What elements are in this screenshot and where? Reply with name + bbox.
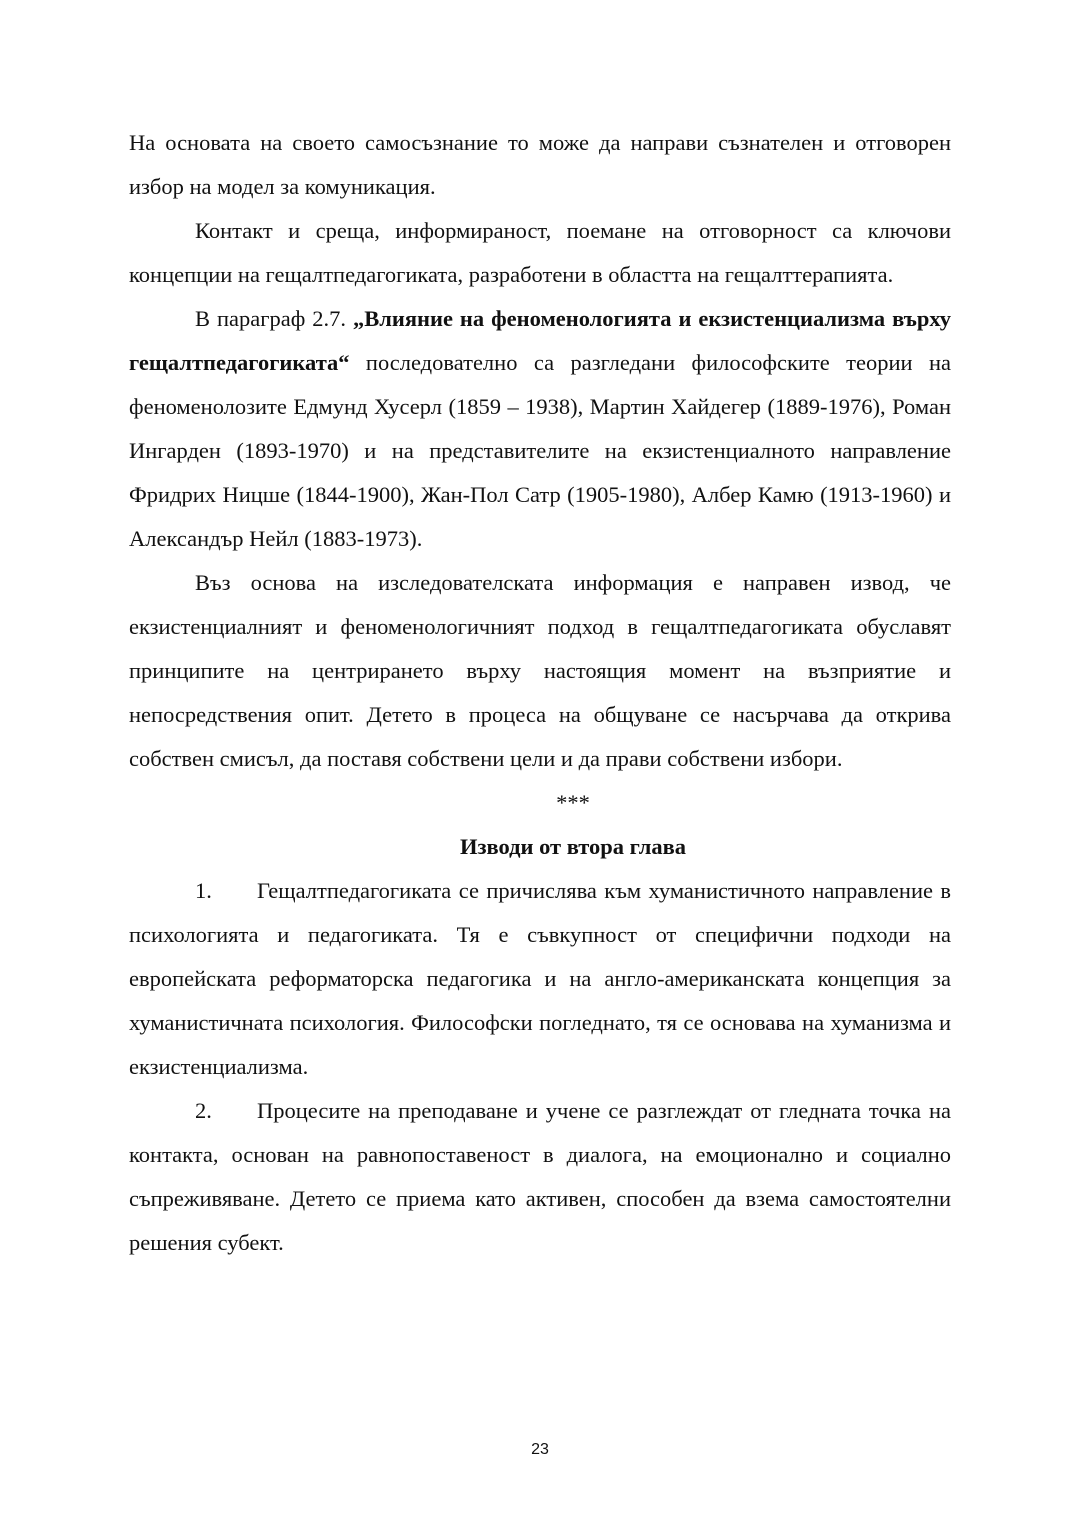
page-body <box>129 121 951 1265</box>
section-heading: Изводи от втора глава <box>459 834 687 859</box>
conclusion-text: Гещалтпедагогиката се причислява към хуманистичното направление в психологията и педагогиката. Тя е съвкупност от специфични подходи на европейската реформаторска педагогика и на англо-американската концепция за хуманистичната психология. Философски погледнато, тя се основава на хуманизма и екзистенциализма. <box>129 878 951 1079</box>
paragraph-key-concepts: Контакт и среща, информираност, поемане на отговорност са ключови концепции на гещалтпедагогиката, разработени в областта на гещалттерапията. <box>129 218 951 287</box>
conclusion-number: 1. <box>195 878 212 903</box>
paragraph-research-conclusion: Въз основа на изследователската информация е направен извод, че екзистенциалният и феноменологичният подход в гещалтпедагогиката обуславят принципите на центрирането върху настоящия момент на възприятие и непосредствения опит. Детето в процеса на общуване се насърчава да открива собствен смисъл, да поставя собствени цели и да прави собствени избори. <box>129 570 951 771</box>
conclusion-text: Процесите на преподаване и учене се разглеждат от гледната точка на контакта, основан на равнопоставеност в диалога, на емоционално и социално съпреживяване. Детето се приема като активен, способен да взема самостоятелни решения субект. <box>129 1098 951 1255</box>
paragraph-section-2-7-intro: В параграф 2.7. <box>195 306 353 331</box>
section-2-7-title: „Влияние на феноменологията и екзистенциализма върху гещалтпедагогиката“ <box>129 306 951 375</box>
conclusion-number: 2. <box>195 1098 212 1123</box>
paragraph-self-awareness: На основата на своето самосъзнание то може да направи съзнателен и отговорен избор на модел за комуникация. <box>129 130 951 199</box>
conclusion-item <box>129 869 951 1089</box>
page-number: 23 <box>531 1441 549 1458</box>
paragraph-section-2-7-body: последователно са разгледани философските теории на феноменолозите Едмунд Хусерл (1859 – 1938), Мартин Хайдегер (1889-1976), Роман Ингарден (1893-1970) и на представителите на екзистенциалното направление Фридрих Ницше (1844-1900), Жан-Пол Сатр (1905-1980), Албер Камю (1913-1960) и Александър Нейл (1883-1973). <box>129 350 951 551</box>
section-separator: *** <box>556 790 590 815</box>
conclusion-item <box>129 1089 951 1265</box>
paragraph-section-2-7 <box>129 297 951 561</box>
